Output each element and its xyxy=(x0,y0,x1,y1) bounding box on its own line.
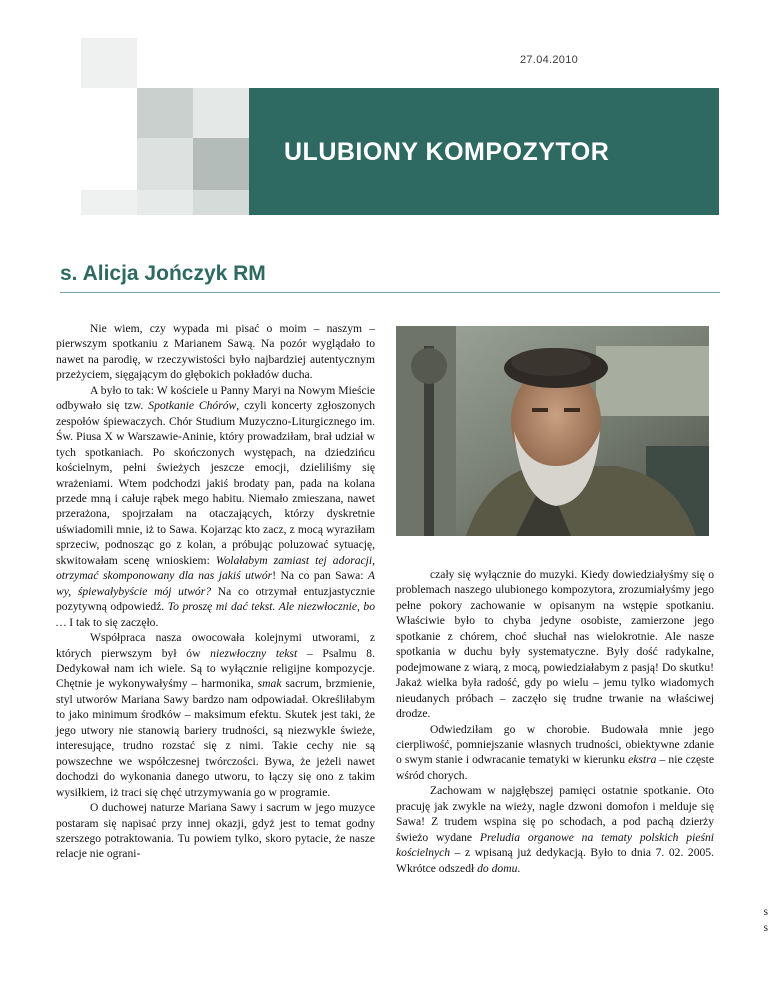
paragraph xyxy=(56,321,375,383)
text-run: czały się wyłącznie do muzyki. Kiedy dowiedziałyśmy się o problemach naszego ulubionego kompozytora, zrozumiałyśmy jego pełne pokory zachowanie w opisanym na wstępie spotkaniu. Właściwie było to chyba jedyne osobiste, zamierzone jego spotkanie z chórem, choć słuchał nas wielokrotnie. Ale nasze spotkania w duchu były systematyczne. Były dość radykalne, podejmowane z wiarą, z mocą, powiedziałabym z pasją! Do skutku! Jakaż wielka była radość, gdy po wielu – jemu tylko wiadomych nieudanych próbach – zaczęło się trudne trwanie na właściwej drodze. xyxy=(396,568,714,721)
text-run: , czyli koncerty zgłoszonych zespołów śpiewaczych. Chór Studium Muzyczno-Liturgicznego im. Św. Piusa X w Warszawie-Aninie, który prowadziłam, brał udział w tych spotkaniach. Po skończonych występach, na dziedzińcu kościelnym, pełni świeżych jeszcze emocji, dzieliliśmy się wrażeniami. Wtem podchodzi jakiś brodaty pan, pada na kolana przede mną i całuje rąbek mego habitu. Niemało zmieszana, nawet przerażona, spojrzałam na otaczających, którzy dyskretnie uświadomili mnie, iż to Sawa. Kojarząc kto zacz, z mocą wyraziłam sprzeciw, podnosząc go z kolan, a próbując poluzować sytuację, skwitowałam scenę wnioskiem: xyxy=(56,399,375,567)
article-column-left xyxy=(56,321,375,862)
decor-square xyxy=(137,138,193,190)
italic-text: do domu xyxy=(477,861,518,875)
text-run: O duchowej naturze Mariana Sawy i sacrum w jego muzyce postaram się napisać przy innej okazji, gdyż jest to temat godny szerszego potraktowania. Tu powiem tylko, skoro pytacie, że nasze relacje nie ograni- xyxy=(56,801,375,861)
paragraph xyxy=(396,567,714,722)
decor-square xyxy=(137,190,193,215)
text-run: Odwiedziłam go w chorobie. Budowała mnie jego cierpliwość, pomniejszanie własnych trudności, obiektywne zdanie o swym stanie i odwracanie tematyki w kierunku xyxy=(396,722,714,767)
paragraph xyxy=(396,783,714,876)
text-run: – nie częste wśród chorych. xyxy=(396,753,714,782)
italic-text: Preludia organowe na tematy polskich pieśni kościelnych xyxy=(396,830,715,860)
edge-fragment: s xyxy=(763,921,768,934)
article-column-right xyxy=(396,567,714,876)
text-run: I tak to się zaczęło. xyxy=(66,615,159,629)
text-run: – Psalmu 8. Dedykował nam ich wiele. Są to wyłącznie religijne kompozycje. Chętnie je wykonywałyśmy – harmonika, xyxy=(56,646,375,691)
text-run: . xyxy=(517,861,521,875)
text-run: – z wpisaną już dedykacją. Było to dnia 7. 02. 2005. Wkrótce odszedł xyxy=(396,846,714,875)
italic-text: Wolałabym zamiast tej adoracji, otrzymać skomponowany dla nas jakiś utwór xyxy=(56,553,375,583)
text-run: Na co otrzymał entuzjastycznie pozytywną odpowiedź. xyxy=(56,584,375,614)
text-run: Współpraca nasza owocowała kolejnymi utworami, z których pierwszym był ów xyxy=(56,631,375,660)
italic-text: smak xyxy=(257,677,282,691)
divider xyxy=(60,292,720,293)
text-run: sacrum, brzmienie, styl utworów Mariana Sawy bardzo nam odpowiadał. Określiłabym to jako minimum środków – maksimum efektu. Skutek jest taki, że jego utwory nie stanowią bariery trudności, są niezwykle świeże, interesujące, trudno rozstać się z nimi. Takie cechy nie są powszechne we współczesnej twórczości. Bywa, że jeżeli nawet dochodzi do wykonania danego utworu, to łączy się ono z takim wysiłkiem, iż traci się chęć utrzymywania go w programie. xyxy=(56,677,375,799)
decor-square xyxy=(81,38,137,88)
paragraph xyxy=(56,800,375,862)
page-title: ULUBIONY KOMPOZYTOR xyxy=(284,138,610,166)
italic-text: A wy, śpiewałybyście mój utwór? xyxy=(56,569,375,598)
decor-square xyxy=(137,88,193,138)
decor-square xyxy=(193,138,249,190)
italic-text: To proszę mi dać tekst. Ale niezwłocznie, bo … xyxy=(56,600,376,629)
header-date: 27.04.2010 xyxy=(520,54,579,66)
paragraph xyxy=(56,383,375,630)
italic-text: Spotkanie Chórów xyxy=(148,399,237,413)
text-run: Nie wiem, czy wypada mi pisać o moim – naszym – pierwszym spotkaniu z Marianem Sawą. Na pozór wyglądało to nawet na parodię, w rzeczywistości było najbardziej autentycznym przeżyciem, sięgającym do głębokich pokładów ducha. xyxy=(56,322,375,382)
decor-square xyxy=(193,88,249,138)
italic-text: ekstra xyxy=(628,753,657,767)
text-run: A było to tak: W kościele u Panny Maryi na Nowym Mieście odbywało się tzw. xyxy=(56,383,375,413)
portrait-photo xyxy=(396,326,709,536)
paragraph xyxy=(56,630,375,800)
italic-text: niezwłoczny tekst xyxy=(210,646,298,660)
decor-square xyxy=(81,190,137,215)
author-name: s. Alicja Jończyk RM xyxy=(60,262,266,285)
paragraph xyxy=(396,722,714,784)
edge-fragment: s xyxy=(763,905,768,918)
text-run: ! Na co pan Sawa: xyxy=(272,569,368,583)
text-run: Zachowam w najgłębszej pamięci ostatnie spotkanie. Oto pracuję jak zwykle na wieży, nagle dzwoni domofon i melduje się Sawa! Z trudem wspina się po schodach, a pod pachą dzierży świeżo wydane xyxy=(396,784,714,844)
decor-square xyxy=(193,190,249,215)
portrait-illustration xyxy=(396,326,709,536)
